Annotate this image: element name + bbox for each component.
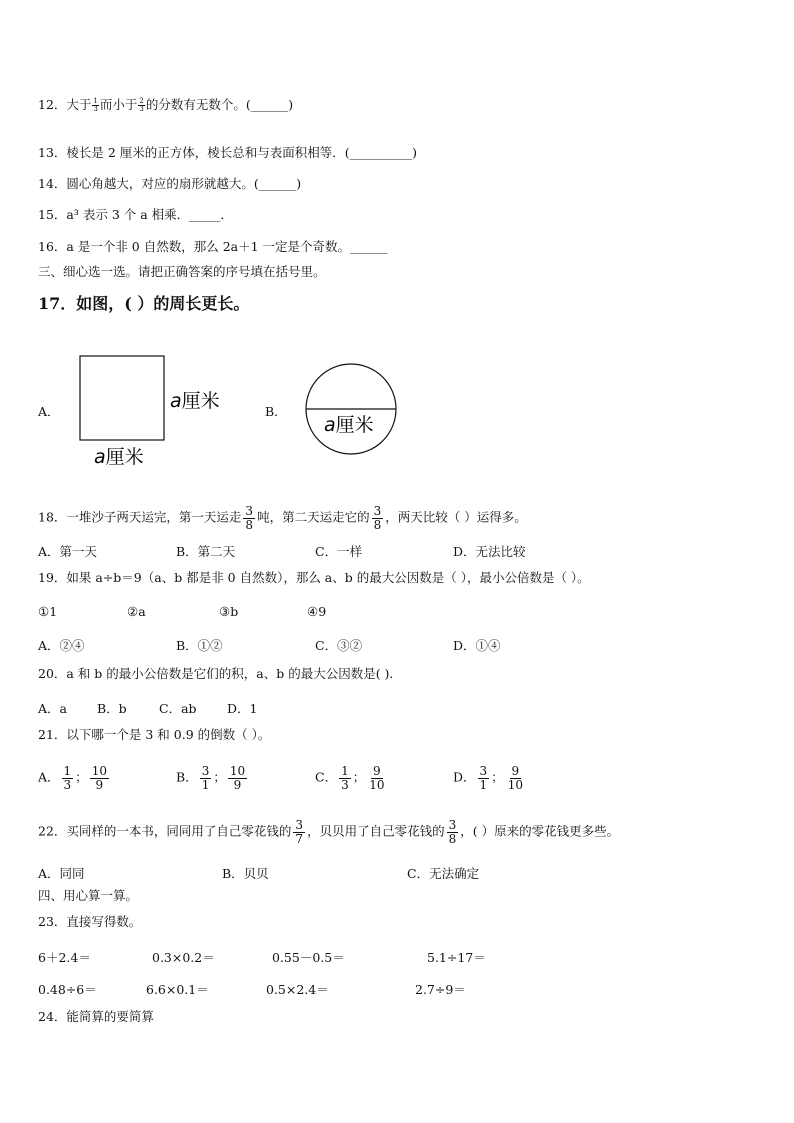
question-21: 21．以下哪一个是 3 和 0.9 的倒数（ ）。 bbox=[38, 727, 271, 742]
calc-item: 2.7÷9＝ bbox=[415, 982, 466, 997]
calc-item: 6.6×0.1＝ bbox=[146, 982, 209, 997]
q18-option-b: B．第二天 bbox=[176, 544, 236, 559]
q19-option-a: A．②④ bbox=[38, 638, 85, 653]
fraction: $\frac{2}{3}$ bbox=[139, 97, 144, 113]
q20-option-c: C．ab bbox=[159, 701, 197, 716]
q18-option-d: D．无法比较 bbox=[453, 544, 526, 559]
calc-item: 0.3×0.2＝ bbox=[152, 950, 215, 965]
square-bottom-label: a厘米 bbox=[94, 446, 144, 468]
question-12: 12．大于 $\frac{1}{3}$ 而小于 $\frac{2}{3}$ 的分数有无数个。(______) bbox=[38, 97, 294, 113]
q22-option-a: A．同同 bbox=[38, 866, 85, 881]
question-16: 16．a 是一个非 0 自然数，那么 2a＋1 一定是个奇数。______ bbox=[38, 239, 388, 254]
fraction: $\frac{3}{7}$ bbox=[295, 818, 304, 846]
fraction: $\frac{3}{8}$ bbox=[373, 504, 382, 532]
fraction: $\frac{3}{8}$ bbox=[245, 504, 254, 532]
q21-option-d: D． $\frac{3}{1}$ ； $\frac{9}{10}$ bbox=[453, 764, 523, 792]
question-20: 20．a 和 b 的最小公倍数是它们的积，a、b 的最大公因数是( )． bbox=[38, 666, 402, 681]
section-4-heading: 四、用心算一算。 bbox=[38, 888, 139, 903]
question-13: 13．棱长是 2 厘米的正方体，棱长总和与表面积相等．(__________) bbox=[38, 145, 418, 160]
square-side-label: a厘米 bbox=[170, 390, 220, 412]
square-figure bbox=[70, 350, 240, 475]
question-14: 14．圆心角越大，对应的扇形就越大。(______) bbox=[38, 176, 302, 191]
option-a-label: A． bbox=[38, 404, 60, 419]
question-15: 15．a³ 表示 3 个 a 相乘．_____． bbox=[38, 207, 233, 222]
calc-item: 0.48÷6＝ bbox=[38, 982, 97, 997]
q19-choice-2: ②a bbox=[127, 604, 146, 619]
q22-option-c: C．无法确定 bbox=[407, 866, 480, 881]
q19-option-b: B．①② bbox=[176, 638, 223, 653]
q20-option-b: B．b bbox=[97, 701, 127, 716]
question-18: 18．一堆沙子两天运完，第一天运走 $\frac{3}{8}$ 吨，第二天运走它的 $\frac{3}{8}$ ，两天比较（ ）运得多。 bbox=[38, 504, 527, 532]
q19-choice-3: ③b bbox=[219, 604, 239, 619]
q20-option-a: A．a bbox=[38, 701, 67, 716]
calc-item: 5.1÷17＝ bbox=[427, 950, 486, 965]
circle-figure bbox=[300, 358, 402, 460]
question-19: 19．如果 a÷b＝9（a、b 都是非 0 自然数），那么 a、b 的最大公因数是（ ），最小公倍数是（ ）。 bbox=[38, 570, 590, 585]
q19-choice-1: ①1 bbox=[38, 604, 58, 619]
q19-option-c: C．③② bbox=[315, 638, 363, 653]
section-3-heading: 三、细心选一选。请把正确答案的序号填在括号里。 bbox=[38, 264, 326, 279]
q18-option-a: A．第一天 bbox=[38, 544, 98, 559]
circle-diameter-label: a厘米 bbox=[324, 414, 374, 436]
question-17: 17．如图，( ）的周长更长。 bbox=[38, 294, 250, 313]
question-22: 22．买同样的一本书，同同用了自己零花钱的 $\frac{3}{7}$ ，贝贝用了自己零花钱的 $\frac{3}{8}$ ，( ）原来的零花钱更多些。 bbox=[38, 818, 620, 846]
fraction: $\frac{1}{3}$ bbox=[93, 97, 98, 113]
calc-item: 6＋2.4＝ bbox=[38, 950, 91, 965]
q21-option-c: C． $\frac{1}{3}$ ； $\frac{9}{10}$ bbox=[315, 764, 385, 792]
question-23: 23．直接写得数。 bbox=[38, 914, 142, 929]
question-24: 24．能简算的要简算 bbox=[38, 1009, 154, 1024]
option-b-label: B． bbox=[265, 404, 287, 419]
q18-option-c: C．一样 bbox=[315, 544, 363, 559]
q20-option-d: D．1 bbox=[227, 701, 258, 716]
calc-item: 0.55－0.5＝ bbox=[272, 950, 345, 965]
q22-option-b: B．贝贝 bbox=[222, 866, 269, 881]
q21-option-b: B． $\frac{3}{1}$ ； $\frac{10}{9}$ bbox=[176, 764, 246, 792]
q19-choice-4: ④9 bbox=[307, 604, 327, 619]
calc-item: 0.5×2.4＝ bbox=[266, 982, 329, 997]
fraction: $\frac{3}{8}$ bbox=[448, 818, 457, 846]
q19-option-d: D．①④ bbox=[453, 638, 501, 653]
q21-option-a: A． $\frac{1}{3}$ ； $\frac{10}{9}$ bbox=[38, 764, 107, 792]
